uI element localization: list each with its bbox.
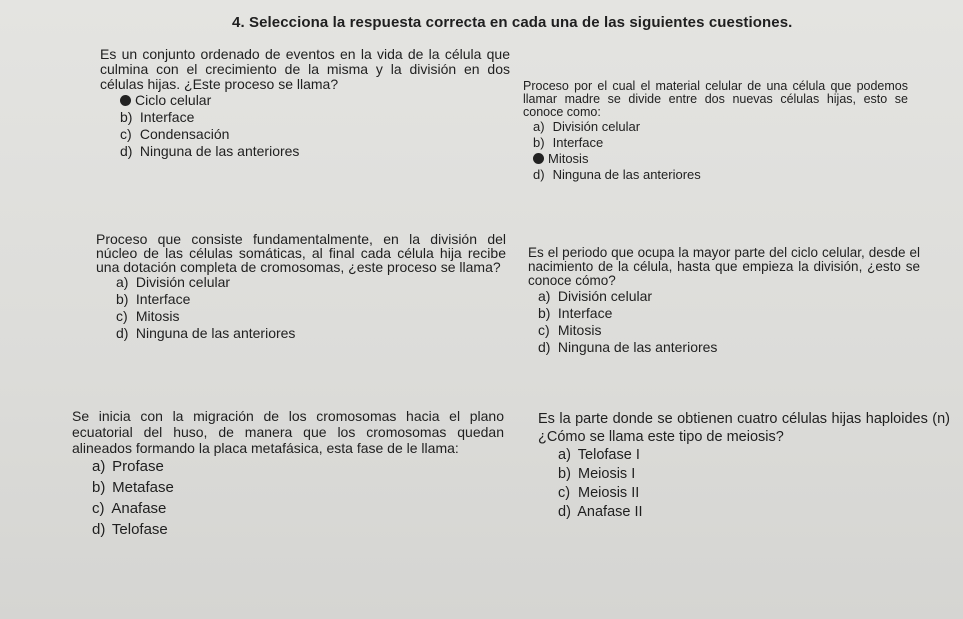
option-letter: c) <box>538 322 550 338</box>
option-text: Telofase I <box>577 447 640 463</box>
question-5-options <box>72 456 504 540</box>
question-3-option-a[interactable] <box>116 274 506 291</box>
option-text: Interface <box>135 291 191 307</box>
option-letter: b) <box>538 305 551 321</box>
option-text: Meiosis II <box>578 485 640 501</box>
option-letter: d) <box>120 143 133 159</box>
option-letter: d) <box>533 167 545 182</box>
question-5 <box>72 408 504 540</box>
question-1 <box>100 47 510 160</box>
option-letter: a) <box>533 119 545 134</box>
option-text: Ninguna de las anteriores <box>139 143 300 159</box>
question-6 <box>538 410 950 522</box>
question-1-stem: Es un conjunto ordenado de eventos en la vida de la célula que culmina con el crecimiento de la misma y la división en dos células hijas. ¿Este proceso se llama? <box>100 46 510 92</box>
question-5-option-b[interactable] <box>92 477 504 498</box>
option-letter: d) <box>538 339 551 355</box>
option-letter: c) <box>116 308 128 324</box>
option-letter: b) <box>92 479 106 496</box>
option-letter: a) <box>92 458 106 475</box>
question-4 <box>528 246 920 356</box>
question-6-stem: Es la parte donde se obtienen cuatro células hijas haploides (n) ¿Cómo se llama este tipo de meiosis? <box>538 411 950 445</box>
option-text: Ninguna de las anteriores <box>557 339 718 355</box>
option-letter: d) <box>92 521 106 538</box>
question-3-option-b[interactable] <box>116 291 506 308</box>
question-4-option-a[interactable] <box>538 288 920 305</box>
question-5-stem: Se inicia con la migración de los cromosomas hacia el plano ecuatorial del huso, de manera que los cromosomas quedan alineados formando la placa metafásica, esta fase de le llama: <box>72 408 504 456</box>
option-text: Condensación <box>139 126 230 142</box>
question-3-stem: Proceso que consiste fundamentalmente, en la división del núcleo de las células somáticas, al final cada célula hija recibe una dotación completa de cromosomas, ¿este proceso se llama? <box>96 231 506 275</box>
question-2-stem: Proceso por el cual el material celular de una célula que podemos llamar madre se divide entre dos nuevas células hijas, esto se conoce como: <box>523 79 908 119</box>
option-text: Anafase <box>111 500 167 517</box>
option-letter: a) <box>558 447 571 463</box>
question-2-option-b[interactable] <box>533 135 908 151</box>
option-text: Metafase <box>112 479 174 496</box>
option-letter: c) <box>92 500 105 517</box>
question-4-stem: Es el periodo que ocupa la mayor parte del ciclo celular, desde el nacimiento de la célula, hasta que empieza la división, ¿esto se conoce cómo? <box>528 245 920 288</box>
question-2-option-a[interactable] <box>533 119 908 135</box>
question-2-option-d[interactable] <box>533 167 908 183</box>
option-letter: c) <box>120 126 132 142</box>
question-1-option-d[interactable] <box>120 143 510 160</box>
option-text: Ciclo celular <box>135 92 212 108</box>
option-text: Interface <box>557 305 613 321</box>
question-1-option-c[interactable] <box>120 126 510 143</box>
answer-mark-icon <box>120 95 131 106</box>
question-4-option-c[interactable] <box>538 322 920 339</box>
question-6-option-d[interactable] <box>558 503 950 522</box>
option-text: Telofase <box>111 521 168 538</box>
question-1-options <box>100 92 510 160</box>
option-letter: d) <box>116 325 129 341</box>
question-4-option-b[interactable] <box>538 305 920 322</box>
option-text: Anafase II <box>577 504 643 520</box>
question-5-option-d[interactable] <box>92 519 504 540</box>
question-3-option-c[interactable] <box>116 308 506 325</box>
option-text: División celular <box>557 288 653 304</box>
option-letter: b) <box>558 466 571 482</box>
question-6-option-c[interactable] <box>558 484 950 503</box>
option-letter: b) <box>116 291 129 307</box>
question-6-option-a[interactable] <box>558 446 950 465</box>
option-text: Mitosis <box>557 322 602 338</box>
question-1-option-a[interactable] <box>120 92 510 109</box>
section-heading: 4. Selecciona la respuesta correcta en cada una de las siguientes cuestiones. <box>232 14 793 31</box>
option-letter: b) <box>533 135 545 150</box>
answer-mark-icon <box>533 153 544 164</box>
option-text: División celular <box>552 119 641 134</box>
question-4-options <box>528 288 920 356</box>
question-5-option-a[interactable] <box>92 456 504 477</box>
option-text: Meiosis I <box>578 466 636 482</box>
question-6-option-b[interactable] <box>558 465 950 484</box>
question-4-option-d[interactable] <box>538 339 920 356</box>
question-2-options <box>523 119 908 183</box>
option-text: Profase <box>112 458 164 475</box>
question-2 <box>523 80 908 183</box>
question-2-option-c[interactable] <box>533 151 908 167</box>
option-letter: a) <box>116 274 129 290</box>
option-text: División celular <box>135 274 231 290</box>
option-text: Mitosis <box>135 308 180 324</box>
option-letter: a) <box>538 288 551 304</box>
question-1-option-b[interactable] <box>120 109 510 126</box>
option-letter: c) <box>558 485 571 501</box>
question-3 <box>96 232 506 342</box>
question-6-options <box>538 446 950 522</box>
option-text: Ninguna de las anteriores <box>135 325 296 341</box>
option-text: Interface <box>139 109 195 125</box>
option-text: Mitosis <box>548 151 589 166</box>
question-3-option-d[interactable] <box>116 325 506 342</box>
option-text: Ninguna de las anteriores <box>552 167 701 182</box>
option-letter: d) <box>558 504 571 520</box>
question-5-option-c[interactable] <box>92 498 504 519</box>
option-letter: b) <box>120 109 133 125</box>
option-text: Interface <box>552 135 604 150</box>
question-3-options <box>96 274 506 342</box>
